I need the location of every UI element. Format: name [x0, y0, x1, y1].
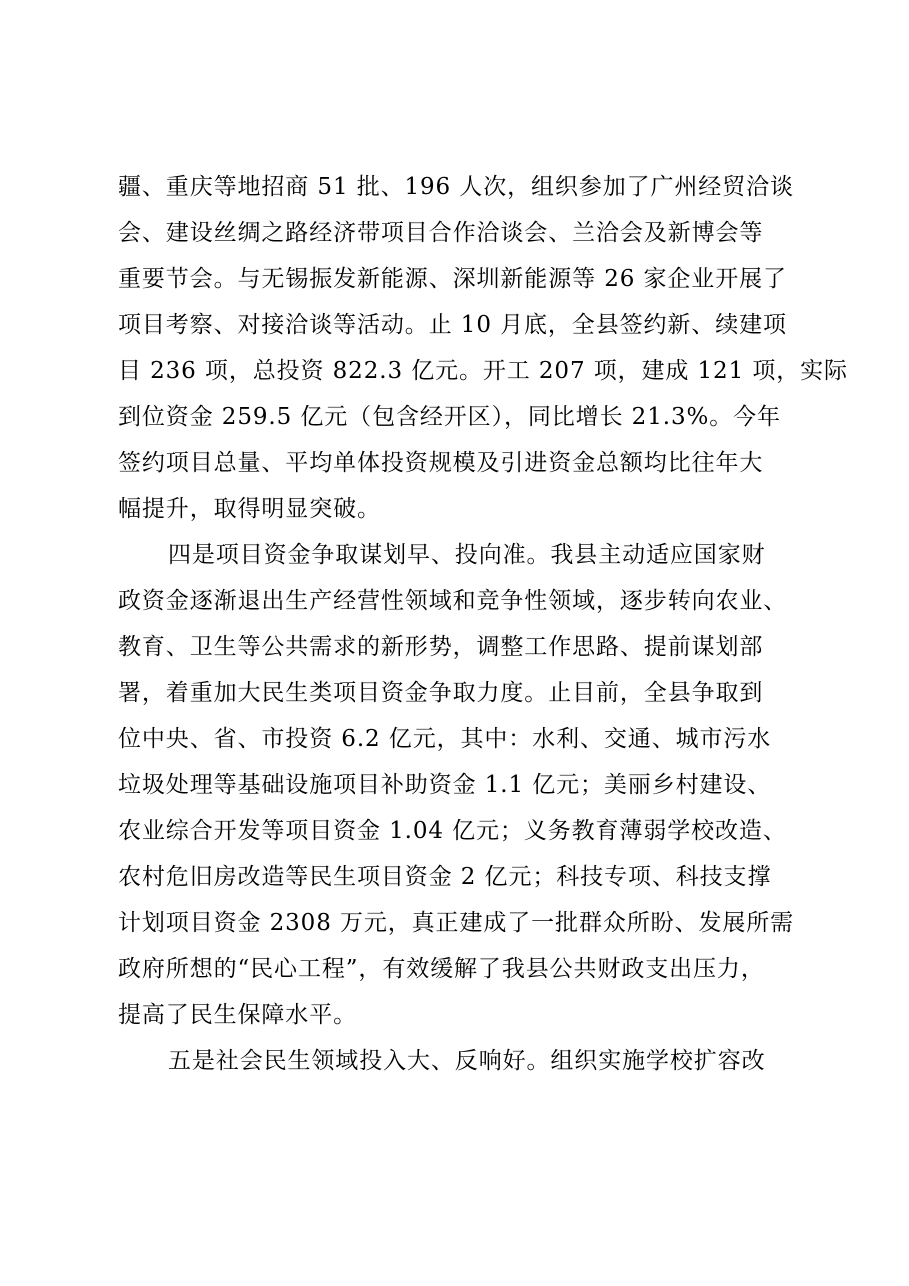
paragraph-start-line: 五是社会民生领域投入大、反响好。组织实施学校扩容改 [168, 1048, 766, 1074]
text-line: 位中央、省、市投资 6.2 亿元，其中：水利、交通、城市污水 [118, 726, 772, 752]
text-line: 计划项目资金 2308 万元，真正建成了一批群众所盼、发展所需 [118, 910, 795, 936]
text-line: 幅提升，取得明显突破。 [118, 496, 381, 522]
text-line: 签约项目总量、平均单体投资规模及引进资金总额均比往年大 [118, 450, 764, 476]
text-line: 会、建设丝绸之路经济带项目合作洽谈会、兰洽会及新博会等 [118, 220, 764, 246]
text-line: 项目考察、对接洽谈等活动。止 10 月底，全县签约新、续建项 [118, 312, 787, 338]
text-line: 疆、重庆等地招商 51 批、196 人次，组织参加了广州经贸洽谈 [118, 174, 794, 200]
text-line: 提高了民生保障水平。 [118, 1002, 357, 1028]
text-line: 署，着重加大民生类项目资金争取力度。止目前，全县争取到 [118, 680, 764, 706]
text-line: 政资金逐渐退出生产经营性领域和竞争性领域，逐步转向农业、 [118, 588, 788, 614]
text-line: 到位资金 259.5 亿元（包含经开区），同比增长 21.3%。今年 [118, 404, 781, 430]
body-text [118, 164, 848, 1084]
text-line: 教育、卫生等公共需求的新形势，调整工作思路、提前谋划部 [118, 634, 764, 660]
text-line: 农村危旧房改造等民生项目资金 2 亿元；科技专项、科技支撑 [118, 864, 772, 890]
text-line: 重要节会。与无锡振发新能源、深圳新能源等 26 家企业开展了 [118, 266, 787, 292]
paragraph-start-line: 四是项目资金争取谋划早、投向准。我县主动适应国家财 [168, 542, 766, 568]
text-line: 政府所想的“民心工程”，有效缓解了我县公共财政支出压力， [118, 956, 765, 982]
text-line: 目 236 项，总投资 822.3 亿元。开工 207 项，建成 121 项，实际 [118, 358, 848, 384]
text-line: 垃圾处理等基础设施项目补助资金 1.1 亿元；美丽乡村建设、 [118, 772, 772, 798]
text-line: 农业综合开发等项目资金 1.04 亿元；义务教育薄弱学校改造、 [118, 818, 787, 844]
